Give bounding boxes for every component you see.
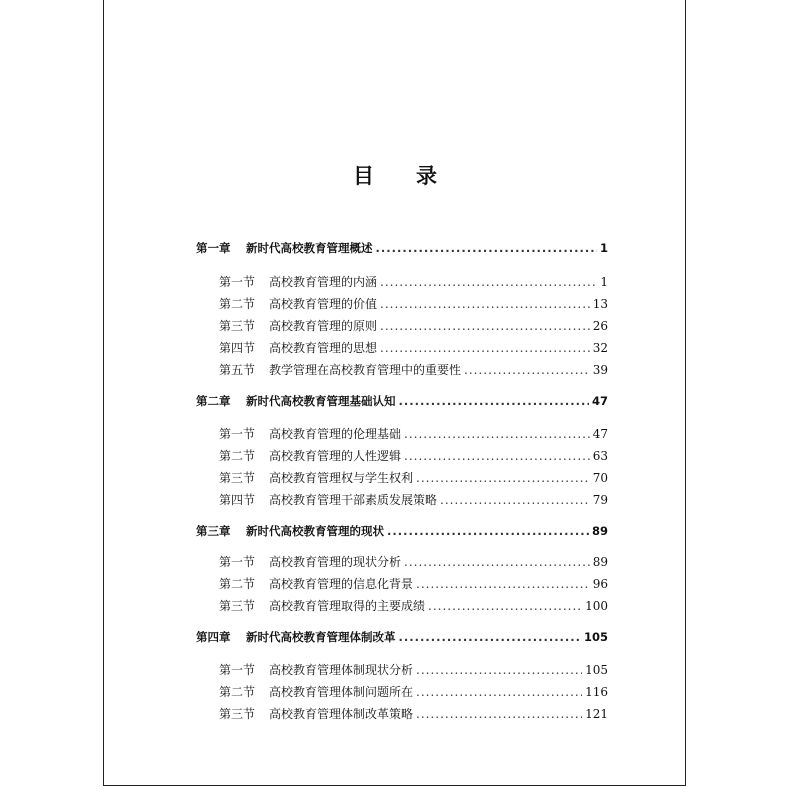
chapter-title: 新时代高校教育管理基础认知 <box>246 394 396 408</box>
toc-chapter-row <box>196 523 608 539</box>
dot-leader <box>464 363 590 377</box>
dot-leader <box>376 241 597 255</box>
page-number: 96 <box>592 577 608 591</box>
chapter-number: 第三章 <box>196 524 231 538</box>
section-title: 高校教育管理干部素质发展策略 <box>269 493 438 507</box>
dot-leader <box>416 471 590 485</box>
section-title: 高校教育管理的伦理基础 <box>269 427 402 441</box>
section-number: 第五节 <box>219 363 256 377</box>
section-number: 第一节 <box>219 555 256 569</box>
section-number: 第三节 <box>219 707 256 721</box>
toc-title-char-1: 目 <box>353 163 374 188</box>
dot-leader <box>380 319 590 333</box>
toc-section-row <box>219 295 608 312</box>
section-number: 第二节 <box>219 577 256 591</box>
page-number: 100 <box>585 599 608 613</box>
section-number: 第二节 <box>219 297 256 311</box>
section-title: 教学管理在高校教育管理中的重要性 <box>269 363 462 377</box>
toc-section-row <box>219 469 608 486</box>
dot-leader <box>387 524 589 538</box>
dot-leader <box>416 707 582 721</box>
dot-leader <box>416 577 590 591</box>
toc-section-row <box>219 683 608 700</box>
toc-section-row <box>219 705 608 722</box>
chapter-title: 新时代高校教育管理概述 <box>246 241 373 255</box>
section-number: 第一节 <box>219 427 256 441</box>
section-number: 第一节 <box>219 663 256 677</box>
toc-section-row <box>219 425 608 442</box>
page-number: 89 <box>592 555 608 569</box>
page-number: 70 <box>592 471 608 485</box>
dot-leader <box>399 394 589 408</box>
section-title: 高校教育管理的原则 <box>269 319 378 333</box>
toc-section-row <box>219 575 608 592</box>
chapter-title: 新时代高校教育管理体制改革 <box>246 630 396 644</box>
section-title: 高校教育管理的思想 <box>269 341 378 355</box>
toc-section-row <box>219 553 608 570</box>
section-title: 高校教育管理的现状分析 <box>269 555 402 569</box>
dot-leader <box>399 630 581 644</box>
dot-leader <box>380 341 590 355</box>
page-number: 1 <box>599 241 608 255</box>
section-title: 高校教育管理体制问题所在 <box>269 685 414 699</box>
chapter-number: 第四章 <box>196 630 231 644</box>
section-number: 第三节 <box>219 599 256 613</box>
toc-chapter-row <box>196 240 608 256</box>
page-number: 32 <box>592 341 608 355</box>
page-number: 105 <box>583 630 608 644</box>
toc-section-row <box>219 447 608 464</box>
section-title: 高校教育管理体制现状分析 <box>269 663 414 677</box>
section-title: 高校教育管理体制改革策略 <box>269 707 414 721</box>
page-number: 13 <box>592 297 608 311</box>
toc-chapter-row <box>196 629 608 645</box>
section-number: 第二节 <box>219 449 256 463</box>
dot-leader <box>380 275 597 289</box>
section-title: 高校教育管理的价值 <box>269 297 378 311</box>
dot-leader <box>440 493 590 507</box>
chapter-number: 第一章 <box>196 241 231 255</box>
toc-section-row <box>219 361 608 378</box>
page-number: 47 <box>591 394 608 408</box>
dot-leader <box>404 555 590 569</box>
dot-leader <box>416 685 582 699</box>
chapter-number: 第二章 <box>196 394 231 408</box>
section-title: 高校教育管理取得的主要成绩 <box>269 599 426 613</box>
toc-title-char-2: 录 <box>416 163 437 188</box>
section-number: 第三节 <box>219 471 256 485</box>
section-number: 第四节 <box>219 341 256 355</box>
dot-leader <box>380 297 590 311</box>
section-number: 第四节 <box>219 493 256 507</box>
dot-leader <box>428 599 582 613</box>
page-number: 39 <box>592 363 608 377</box>
toc-section-row <box>219 273 608 290</box>
toc-section-row <box>219 597 608 614</box>
section-title: 高校教育管理的内涵 <box>269 275 378 289</box>
page-number: 79 <box>592 493 608 507</box>
dot-leader <box>404 449 590 463</box>
dot-leader <box>416 663 582 677</box>
page-number: 121 <box>585 707 608 721</box>
toc-section-row <box>219 491 608 508</box>
chapter-title: 新时代高校教育管理的现状 <box>246 524 384 538</box>
toc-chapter-row <box>196 393 608 409</box>
page-number: 89 <box>591 524 608 538</box>
toc-section-row <box>219 661 608 678</box>
toc-section-row <box>219 339 608 356</box>
section-title: 高校教育管理的信息化背景 <box>269 577 414 591</box>
section-number: 第三节 <box>219 319 256 333</box>
dot-leader <box>404 427 590 441</box>
page-number: 1 <box>600 275 608 289</box>
section-number: 第二节 <box>219 685 256 699</box>
section-title: 高校教育管理的人性逻辑 <box>269 449 402 463</box>
page-number: 105 <box>585 663 608 677</box>
page-number: 26 <box>592 319 608 333</box>
page-number: 47 <box>592 427 608 441</box>
page-number: 116 <box>585 685 608 699</box>
toc-section-row <box>219 317 608 334</box>
section-title: 高校教育管理权与学生权利 <box>269 471 414 485</box>
section-number: 第一节 <box>219 275 256 289</box>
page-number: 63 <box>592 449 608 463</box>
